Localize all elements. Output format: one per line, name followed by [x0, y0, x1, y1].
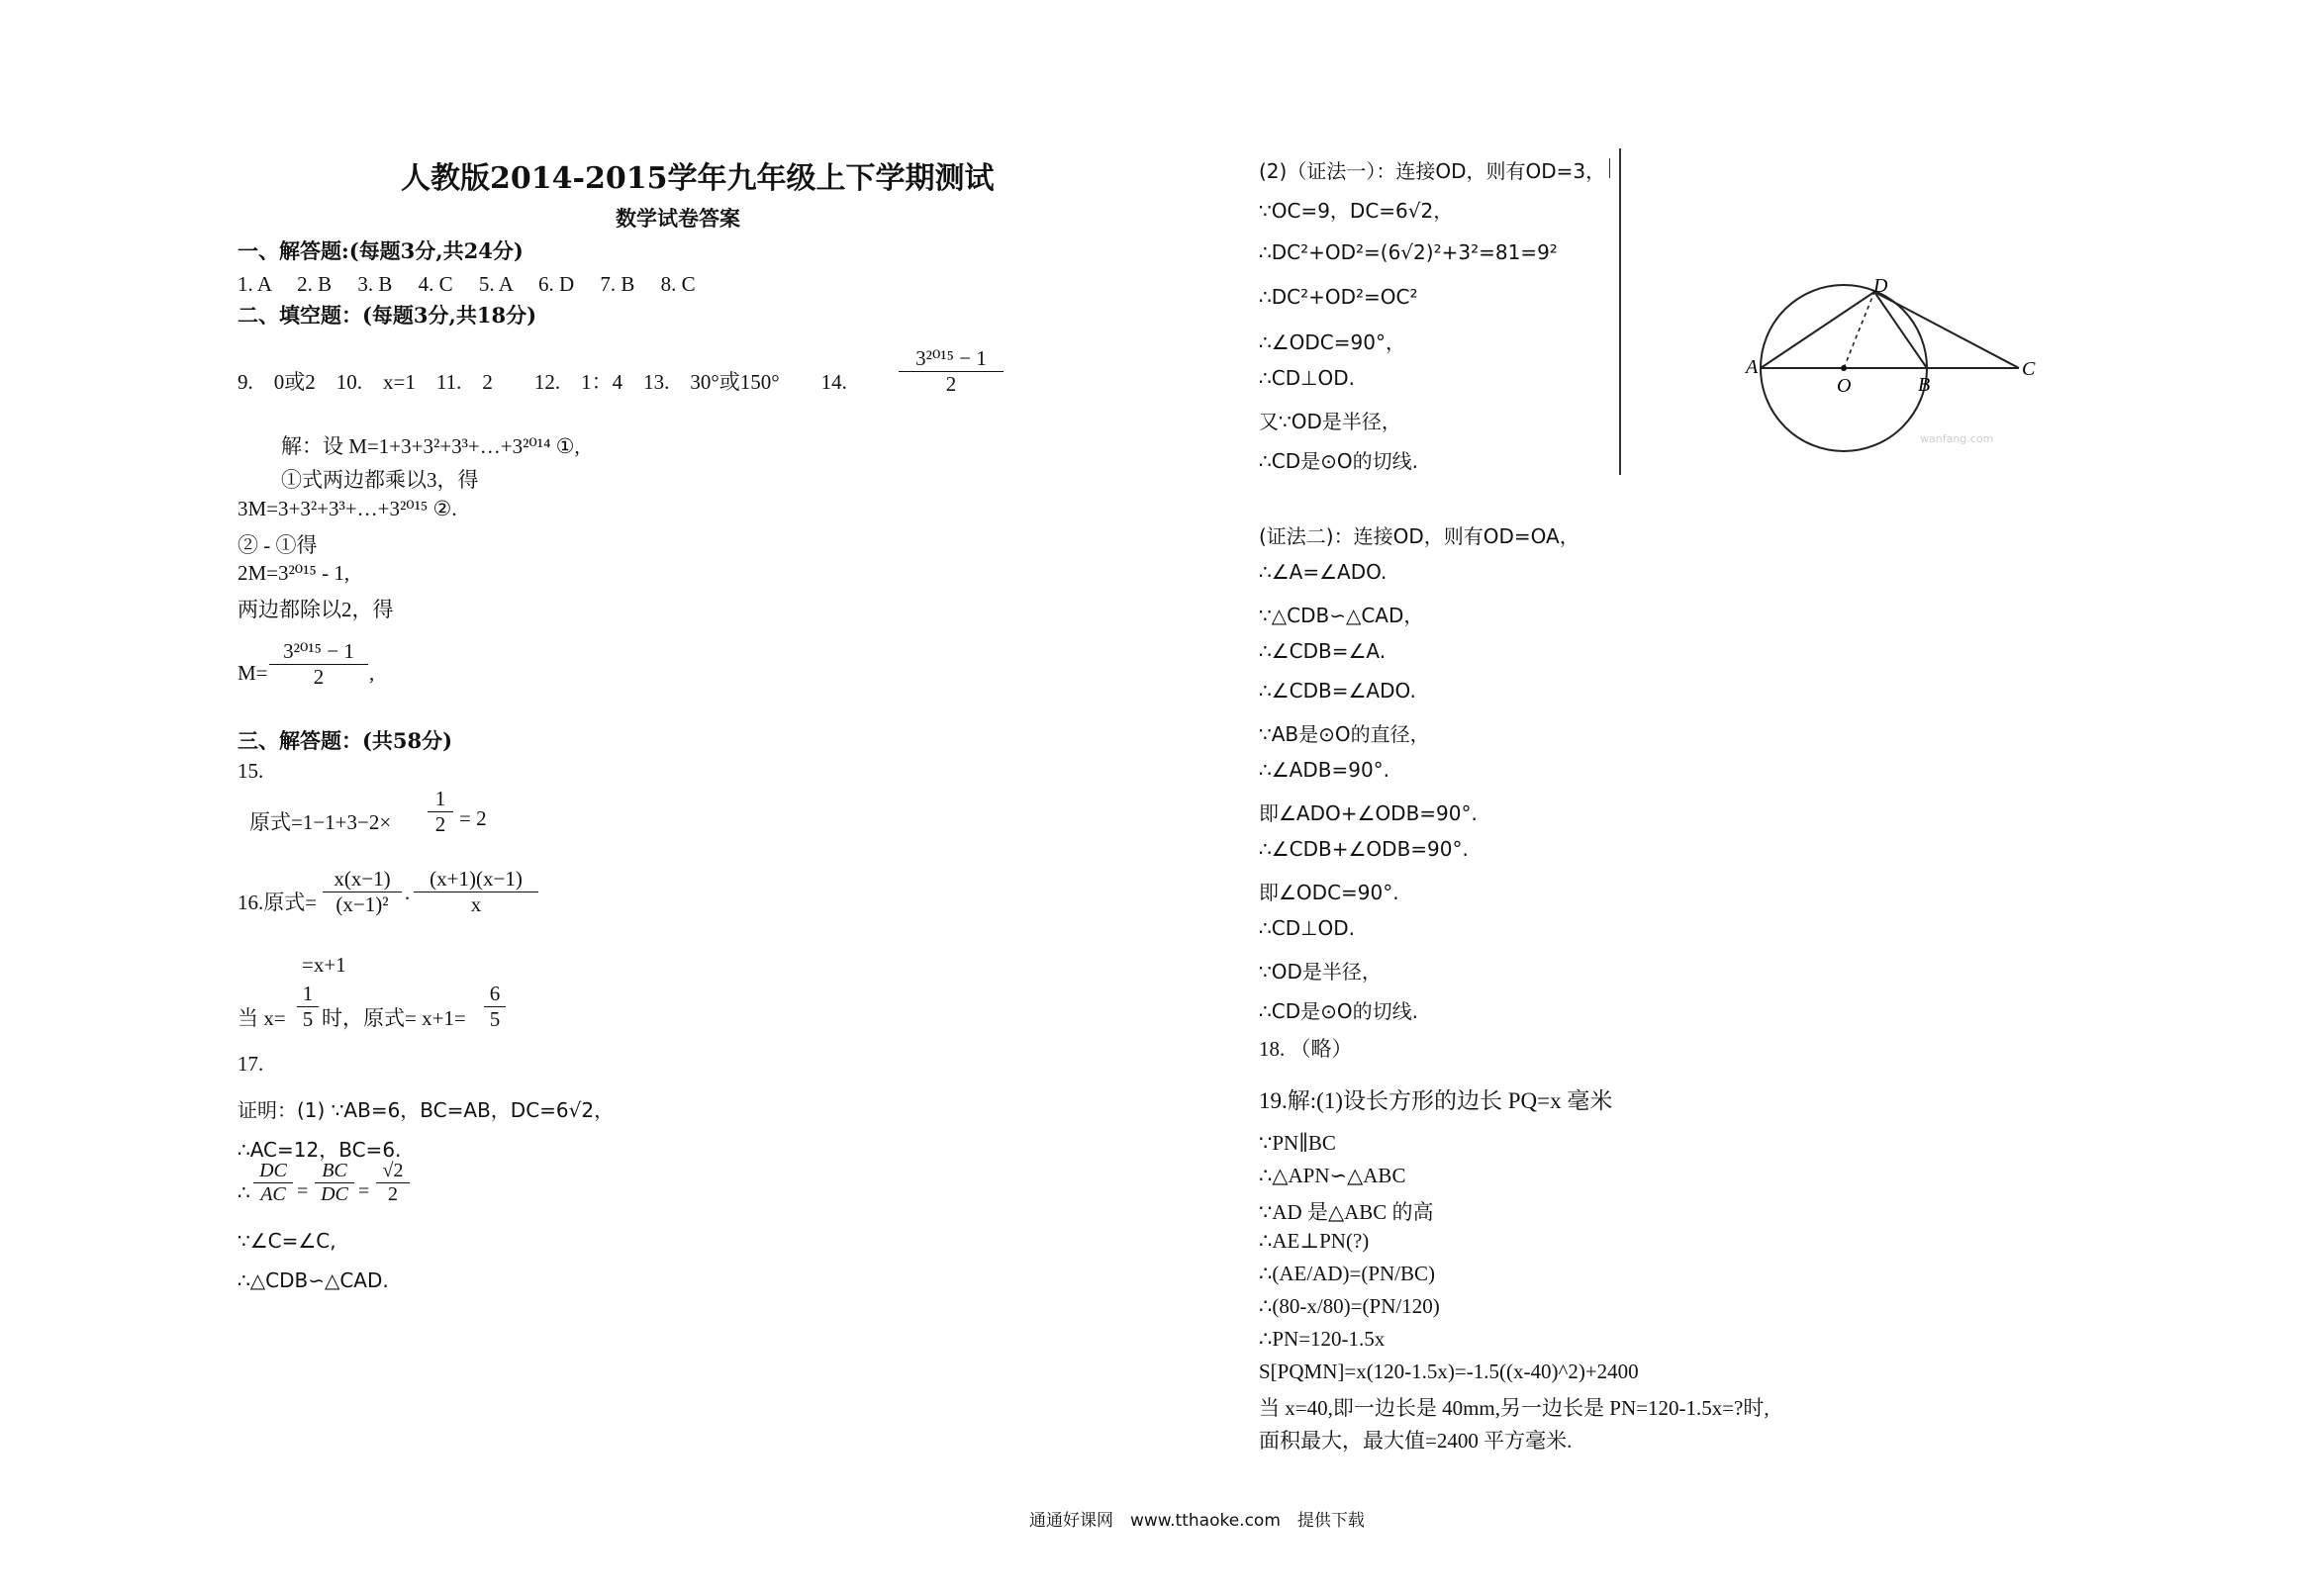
method2-line-4: ∴∠CDB=∠A. [1259, 639, 1387, 663]
q16-fraction-1 [323, 867, 402, 917]
right-line-3: ∴DC²+OD²=(6√2)²+3²=81=9² [1259, 240, 1558, 264]
solution-line-2: ①式两边都乘以3，得 [281, 468, 479, 492]
method2-line-7: ∴∠ADB=90°. [1259, 758, 1390, 782]
method2-line-1: (证法二)：连接OD，则有OD=OA， [1259, 524, 1579, 548]
section-2-heading: 二、填空题：(每题3分,共18分) [238, 303, 537, 328]
q17-proof-1: 证明：(1) ∵AB=6，BC=AB，DC=6√2， [238, 1098, 615, 1122]
right-line-8: ∴CD是⊙O的切线. [1259, 449, 1418, 473]
solution-line-5: 2M=3²⁰¹⁵ - 1, [238, 561, 350, 585]
q17-f1-denominator: AC [260, 1183, 286, 1205]
q16-dot: · [404, 887, 411, 910]
q16-result-denominator: 5 [489, 1007, 501, 1031]
m-suffix: , [369, 661, 375, 685]
q16-result-fraction [484, 982, 506, 1032]
q16-f2-numerator: (x+1)(x−1) [430, 867, 523, 891]
method2-line-3: ∵△CDB∽△CAD， [1259, 604, 1424, 627]
q17-fraction-1 [253, 1160, 293, 1206]
q16-x-numerator: 1 [302, 982, 314, 1005]
right-line-5: ∴∠ODC=90°， [1259, 330, 1405, 354]
line-ad [1761, 292, 1874, 368]
method2-line-12: ∵OD是半径， [1259, 960, 1382, 984]
q19-line-5: ∴(AE/AD)=(PN/BC) [1259, 1262, 1436, 1285]
q16-f1-numerator: x(x−1) [334, 867, 391, 891]
line-dc [1874, 292, 2019, 368]
right-line-2: ∵OC=9，DC=6√2， [1259, 199, 1454, 223]
q19-line-9: 当 x=40,即一边长是 40mm,另一边长是 PN=120-1.5x=?时, [1259, 1396, 1770, 1420]
q15-fraction [428, 787, 453, 837]
q17-fraction-2 [315, 1160, 354, 1206]
right-line-4: ∴DC²+OD²=OC² [1259, 285, 1418, 309]
q17-f3-numerator: √2 [382, 1160, 404, 1181]
q16-x-fraction [297, 982, 319, 1032]
q16-line-3b: 时，原式= x+1= [322, 1006, 466, 1030]
page-subtitle: 数学试卷答案 [616, 206, 740, 231]
q16-result-numerator: 6 [489, 982, 501, 1005]
section-3-heading: 三、解答题：(共58分) [238, 728, 453, 753]
q16-fraction-2 [414, 867, 538, 917]
q18-line: 18. （略） [1259, 1037, 1353, 1061]
q15-result: = 2 [459, 806, 487, 830]
q16-f2-denominator: x [470, 892, 482, 916]
q19-line-10: 面积最大，最大值=2400 平方毫米. [1259, 1429, 1573, 1453]
section-1-answers: 1. A 2. B 3. B 4. C 5. A 6. D 7. B 8. C [238, 272, 696, 296]
q16-prefix: 16.原式= [238, 891, 318, 914]
q15-label: 15. [238, 759, 264, 783]
q17-label: 17. [238, 1052, 264, 1076]
q16-line-2: =x+1 [302, 953, 346, 977]
q19-heading: 19.解:(1)设长方形的边长 PQ=x 毫米 [1259, 1088, 1613, 1113]
q19-line-8: S[PQMN]=x(120-1.5x)=-1.5((x-40)^2)+2400 [1259, 1360, 1639, 1383]
method2-line-6: ∵AB是⊙O的直径， [1259, 722, 1430, 746]
m-fraction [269, 639, 368, 690]
q19-line-3: ∵AD 是△ABC 的高 [1259, 1200, 1434, 1224]
right-line-6: ∴CD⊥OD. [1259, 366, 1356, 390]
q17-f1-numerator: DC [259, 1160, 287, 1181]
solution-line-4: ② - ①得 [238, 533, 318, 557]
m-prefix: M= [238, 661, 268, 685]
right-line-7: 又∵OD是半径， [1259, 410, 1401, 433]
method2-line-5: ∴∠CDB=∠ADO. [1259, 679, 1416, 703]
method2-line-8: 即∠ADO+∠ODB=90°. [1259, 801, 1478, 825]
method2-line-2: ∴∠A=∠ADO. [1259, 560, 1388, 584]
method2-line-11: ∴CD⊥OD. [1259, 916, 1356, 940]
label-d: D [1873, 275, 1888, 297]
q16-f1-denominator: (x−1)² [335, 892, 389, 916]
q17-proof-3-prefix: ∴ [238, 1180, 250, 1204]
q15-expression: 原式=1−1+3−2× [249, 810, 392, 834]
q17-f2-numerator: BC [322, 1160, 347, 1181]
q19-line-6: ∴(80-x/80)=(PN/120) [1259, 1294, 1440, 1318]
q14-numerator: 3²⁰¹⁵ − 1 [915, 346, 987, 370]
q17-proof-2: ∴AC=12，BC=6. [238, 1138, 402, 1162]
q14-fraction [899, 346, 1004, 397]
q19-line-2: ∴△APN∽△ABC [1259, 1164, 1406, 1187]
method2-line-9: ∴∠CDB+∠ODB=90°. [1259, 837, 1469, 861]
figure-watermark: wanfang.com [1920, 432, 1994, 445]
label-c: C [2022, 358, 2036, 380]
right-line-1: (2)（证法一）：连接OD，则有OD=3， [1259, 159, 1606, 183]
line-db [1874, 292, 1927, 368]
q16-line-3a: 当 x= [238, 1006, 286, 1030]
m-numerator: 3²⁰¹⁵ − 1 [283, 639, 354, 663]
m-denominator: 2 [313, 665, 325, 689]
q19-line-1: ∵PN∥BC [1259, 1131, 1336, 1155]
method2-line-13: ∴CD是⊙O的切线. [1259, 999, 1418, 1023]
q17-f3-denominator: 2 [388, 1183, 398, 1205]
method2-line-10: 即∠ODC=90°. [1259, 881, 1399, 904]
q17-fraction-3 [376, 1160, 410, 1206]
section-2-answers: 9. 0或2 10. x=1 11. 2 12. 1：4 13. 30°或150° 14. [238, 370, 847, 394]
section-1-heading: 一、解答题:(每题3分,共24分) [238, 238, 524, 263]
q17-f2-denominator: DC [321, 1183, 348, 1205]
q15-numerator: 1 [434, 787, 446, 810]
divider-tick [1609, 158, 1610, 178]
q19-line-4: ∴AE⊥PN(?) [1259, 1229, 1370, 1253]
q14-denominator: 2 [945, 372, 957, 396]
page-title: 人教版2014-2015学年九年级上下学期测试 [401, 161, 995, 196]
q17-proof-4: ∵∠C=∠C, [238, 1229, 336, 1253]
q16-x-denominator: 5 [302, 1007, 314, 1031]
solution-line-1: 解：设 M=1+3+3²+3³+…+3²⁰¹⁴ ①, [281, 434, 580, 458]
q17-equals-1: = [297, 1180, 309, 1202]
q15-denominator: 2 [434, 812, 446, 836]
center-point [1841, 365, 1847, 371]
footer-text: 通通好课网 www.tthaoke.com 提供下载 [1029, 1511, 1365, 1531]
divider-line [1619, 148, 1621, 475]
q17-equals-2: = [358, 1180, 370, 1202]
label-o: O [1837, 375, 1852, 397]
label-a: A [1746, 356, 1759, 378]
q17-proof-5: ∴△CDB∽△CAD. [238, 1268, 389, 1292]
solution-line-3: 3M=3+3²+3³+…+3²⁰¹⁵ ②. [238, 497, 457, 520]
circle-tangent-figure [1742, 272, 2039, 460]
q19-line-7: ∴PN=120-1.5x [1259, 1327, 1386, 1351]
label-b: B [1918, 374, 1931, 396]
solution-line-6: 两边都除以2，得 [238, 598, 394, 621]
